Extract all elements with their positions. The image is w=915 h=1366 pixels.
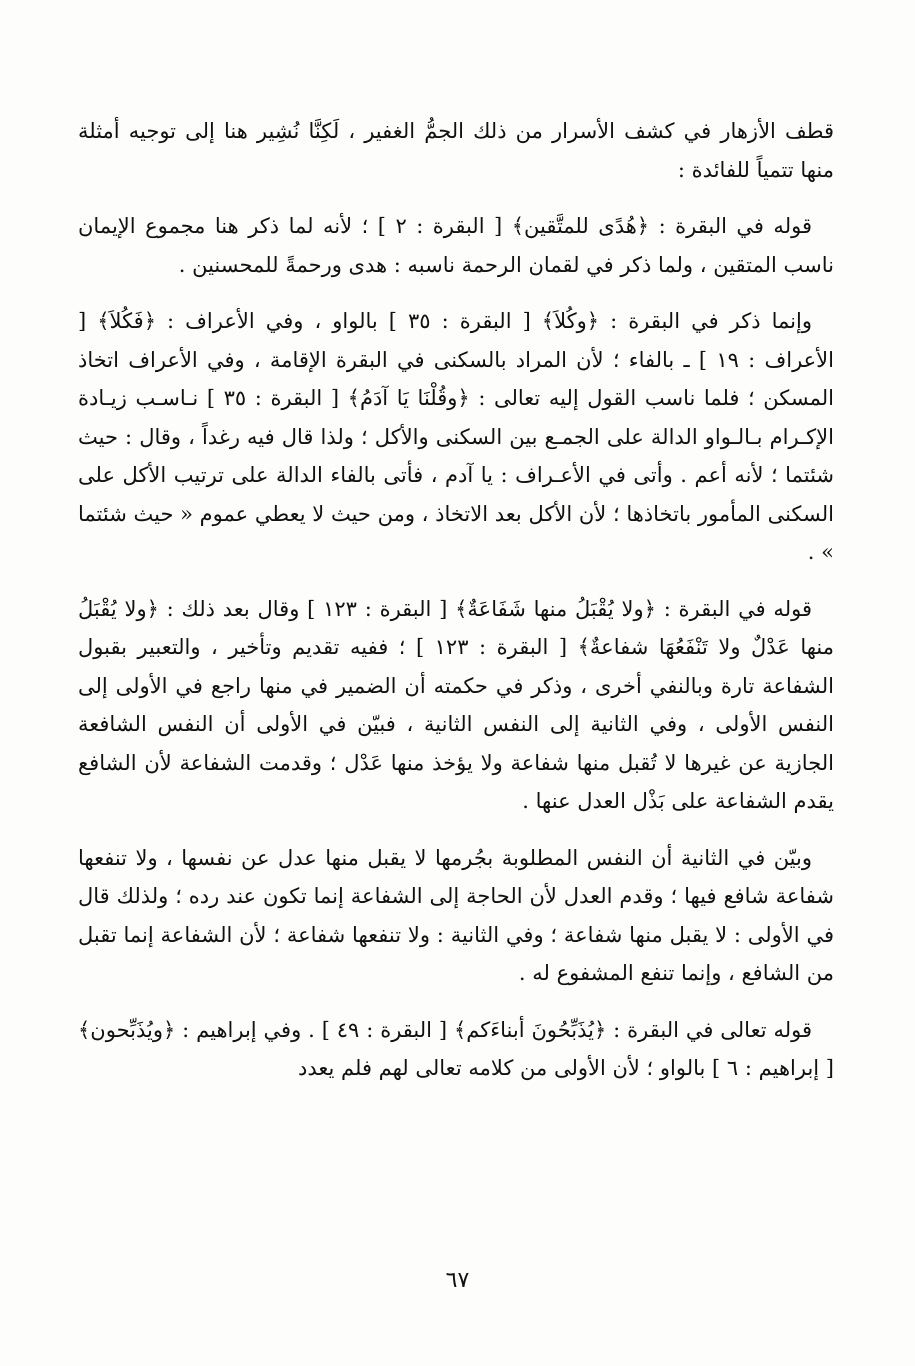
paragraph-1: قطف الأزهار في كشف الأسرار من ذلك الجمُّ الغفير ، لَكِنَّا نُشِير هنا إلى توجيه أمثلة منها تتمياً للفائدة : [78, 119, 834, 182]
body-text [78, 112, 834, 1088]
paragraph-gap [78, 993, 834, 1011]
paragraph-3: وإنما ذكر في البقرة : ﴿وكُلاَ﴾ [ البقرة : ٣٥ ] بالواو ، وفي الأعراف : ﴿فَكُلاَ﴾ [ الأعراف : ١٩ ] ـ بالفاء ؛ لأن المراد بالسكنى في البقرة الإقامة ، وفي الأعراف اتخاذ المسكن ؛ فلما ناسب القول إليه تعالى : ﴿وقُلْنَا يَا آدَمُ﴾ [ البقرة : ٣٥ ] نـاسـب زيـادة الإكـرام بـالـواو الدالة على الجمـع بين السكنى والأكل ؛ ولذا قال فيه رغداً ، وقال : حيث شئتما ؛ لأنه أعم . وأتى في الأعـراف : يا آدم ، فأتى بالفاء الدالة على ترتيب الأكل على السكنى المأمور باتخاذها ؛ لأن الأكل بعد الاتخاذ ، ومن حيث لا يعطي عموم « حيث شئتما » . [78, 309, 834, 564]
paragraph-5: وبيّن في الثانية أن النفس المطلوبة بجُرمها لا يقبل منها عدل عن نفسها ، ولا تنفعها شفاعة شافع فيها ؛ وقدم العدل لأن الحاجة إلى الشفاعة إنما تكون عند رده ؛ ولذلك قال في الأولى : لا يقبل منها شفاعة ؛ وفي الثانية : ولا تنفعها شفاعة ؛ لأن الشفاعة إنما تقبل من الشافع ، وإنما تنفع المشفوع له . [78, 845, 834, 985]
paragraph-4: قوله في البقرة : ﴿ولا يُقْبَلُ منها شَفَاعَةٌ﴾ [ البقرة : ١٢٣ ] وقال بعد ذلك : ﴿ولا يُقْبَلُ منها عَدْلٌ ولا تَنْفَعُهَا شفاعةٌ﴾ [ البقرة : ١٢٣ ] ؛ ففيه تقديم وتأخير ، والتعبير بقبول الشفاعة تارة وبالنفي أخرى ، وذكر في حكمته أن الضمير في منها راجع في الأولى إلى النفس الأولى ، وفي الثانية إلى النفس الثانية ، فبيّن في الأولى أن النفس الشافعة الجازية عن غيرها لا تُقبل منها شفاعة ولا يؤخذ منها عَدْل ؛ وقدمت الشفاعة لأن الشافع يقدم الشفاعة على بَذْل العدل عنها . [78, 596, 834, 813]
paragraph-gap [78, 189, 834, 207]
paragraph-gap [78, 572, 834, 590]
paragraph-gap [78, 821, 834, 839]
paragraph-gap [78, 284, 834, 302]
paragraph-6: قوله تعالى في البقرة : ﴿يُذَبِّحُونَ أبناءَكم﴾ [ البقرة : ٤٩ ] . وفي إبراهيم : ﴿ويُذَبِّحون﴾ [ إبراهيم : ٦ ] بالواو ؛ لأن الأولى من كلامه تعالى لهم فلم يعدد [78, 1017, 834, 1080]
paragraph-2: قوله في البقرة : ﴿هُدًى للمتَّقين﴾ [ البقرة : ٢ ] ؛ لأنه لما ذكر هنا مجموع الإيمان ناسب المتقين ، ولما ذكر في لقمان الرحمة ناسبه : هدى ورحمةً للمحسنين . [78, 214, 834, 277]
page-number: ٦٧ [445, 1268, 470, 1293]
